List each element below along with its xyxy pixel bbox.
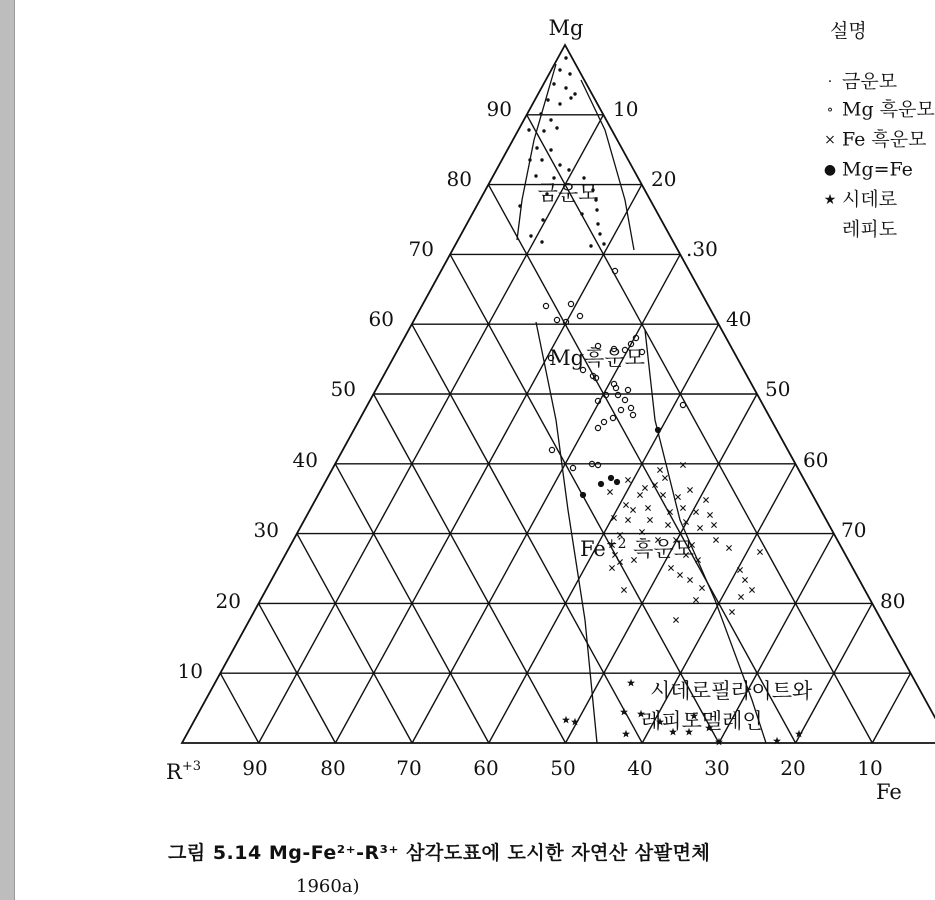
legend-label: Mg=Fe bbox=[842, 158, 913, 181]
phlogopite-point bbox=[564, 56, 567, 59]
fe-biotite-point bbox=[699, 585, 704, 590]
fe-biotite-point bbox=[738, 594, 743, 599]
mg-biotite-point bbox=[680, 402, 685, 407]
fe-biotite-point bbox=[647, 517, 652, 522]
mg-eq-fe-point bbox=[580, 492, 586, 498]
legend-item-mg-eq-fe bbox=[818, 160, 913, 180]
mg-biotite-point bbox=[543, 303, 548, 308]
field-label-siderophyllite: 시데로필라이트와 bbox=[650, 679, 813, 703]
bottom-tick-label: 70 bbox=[396, 756, 422, 780]
figure-caption-continued: 1960a) bbox=[296, 876, 360, 897]
mg-biotite-point bbox=[622, 397, 627, 402]
mg-biotite-point bbox=[625, 387, 630, 392]
phlogopite-point bbox=[567, 168, 570, 171]
grid-line-r3 bbox=[220, 673, 258, 743]
fe-biotite-point bbox=[645, 505, 650, 510]
siderophyllite-point bbox=[622, 730, 630, 738]
bottom-tick-label: 20 bbox=[780, 756, 806, 780]
fe-biotite-point bbox=[742, 577, 747, 582]
phlogopite-point bbox=[568, 72, 571, 75]
left-tick-label: 80 bbox=[446, 167, 472, 191]
phlogopite-point bbox=[546, 98, 549, 101]
right-tick-label: 50 bbox=[765, 377, 791, 401]
right-tick-label: 20 bbox=[651, 167, 677, 191]
fe-biotite-point bbox=[680, 505, 685, 510]
field-label-lepidomelane: 레피도멜레인 bbox=[641, 709, 763, 733]
siderophyllite-point bbox=[627, 679, 635, 687]
apex-label-mg: Mg bbox=[548, 16, 584, 40]
fe-biotite-point bbox=[662, 475, 667, 480]
grid-line-fe bbox=[259, 115, 604, 743]
bottom-tick-label: 60 bbox=[473, 756, 499, 780]
mg-biotite-point bbox=[570, 465, 575, 470]
phlogopite-point bbox=[552, 176, 555, 179]
phlogopite-point bbox=[518, 204, 521, 207]
left-tick-label: 30 bbox=[253, 518, 279, 542]
phlogopite-point bbox=[534, 174, 537, 177]
phlogopite-point bbox=[549, 148, 552, 151]
phlogopite-point bbox=[555, 126, 558, 129]
mg-biotite-point bbox=[577, 313, 582, 318]
phlogopite-point bbox=[540, 240, 543, 243]
legend-item-mg-biotite bbox=[818, 100, 935, 120]
phlogopite-point bbox=[596, 222, 599, 225]
legend-item-siderophyllite bbox=[818, 190, 897, 210]
bottom-tick-label: 50 bbox=[550, 756, 576, 780]
phlogopite-point bbox=[558, 163, 561, 166]
filled-circle-icon: ● bbox=[823, 162, 837, 178]
phlogopite-point bbox=[589, 244, 592, 247]
bottom-tick-label: 30 bbox=[704, 756, 730, 780]
fe-biotite-point bbox=[637, 492, 642, 497]
fe-biotite-point bbox=[693, 597, 698, 602]
fe-biotite-point bbox=[665, 522, 670, 527]
mg-biotite-point bbox=[554, 317, 559, 322]
phlogopite-point bbox=[529, 234, 532, 237]
mg-eq-fe-point bbox=[614, 479, 620, 485]
phlogopite-point bbox=[598, 232, 601, 235]
fe-biotite-point bbox=[625, 477, 630, 482]
phlogopite-point bbox=[527, 128, 530, 131]
bottom-tick-label: 40 bbox=[627, 756, 653, 780]
fe-biotite-point bbox=[623, 502, 628, 507]
phlogopite-point bbox=[535, 146, 538, 149]
mg-biotite-point bbox=[630, 412, 635, 417]
legend-label: 레피도 bbox=[842, 218, 898, 241]
grid-line-fe bbox=[412, 254, 680, 743]
mg-biotite-point bbox=[595, 425, 600, 430]
phlogopite-point bbox=[542, 129, 545, 132]
phlogopite-point bbox=[539, 112, 542, 115]
legend-title: 설명 bbox=[830, 20, 867, 42]
fe-biotite-point bbox=[609, 565, 614, 570]
fe-biotite-point bbox=[757, 549, 762, 554]
phlogopite-point bbox=[595, 208, 598, 211]
phlogopite-point bbox=[564, 86, 567, 89]
phlogopite-point bbox=[558, 102, 561, 105]
phlogopite-point bbox=[549, 118, 552, 121]
phlogopite-point bbox=[582, 176, 585, 179]
left-tick-label: 60 bbox=[368, 307, 394, 331]
mg-eq-fe-point bbox=[655, 427, 661, 433]
cross-icon: × bbox=[824, 132, 836, 148]
fe-biotite-point bbox=[711, 522, 716, 527]
fe-biotite-point bbox=[607, 489, 612, 494]
mg-biotite-point bbox=[549, 447, 554, 452]
field-label-mg-biotite: Mg흑운모 bbox=[549, 346, 645, 370]
fe-biotite-point bbox=[657, 467, 662, 472]
mg-biotite-point bbox=[615, 392, 620, 397]
fe-biotite-point bbox=[668, 565, 673, 570]
legend-label: 시데로 bbox=[842, 188, 898, 211]
legend-label: 금운모 bbox=[842, 70, 898, 93]
phlogopite-point bbox=[558, 68, 561, 71]
legend bbox=[818, 16, 935, 276]
mg-biotite-point bbox=[568, 301, 573, 306]
fe-biotite-point bbox=[726, 545, 731, 550]
mg-eq-fe-point bbox=[608, 475, 614, 481]
field-label-fe-biotite: $Fe^{+2}$ 흑운모 bbox=[580, 536, 695, 561]
fe-biotite-point bbox=[660, 492, 665, 497]
fe-biotite-point bbox=[693, 509, 698, 514]
fe-biotite-point bbox=[697, 525, 702, 530]
legend-label: Fe 흑운모 bbox=[842, 128, 927, 151]
mg-biotite-point bbox=[618, 407, 623, 412]
legend-label: Mg 흑운모 bbox=[842, 98, 935, 121]
mg-biotite-point bbox=[601, 419, 606, 424]
fe-biotite-point bbox=[642, 485, 647, 490]
fe-biotite-point bbox=[749, 587, 754, 592]
right-tick-label: 80 bbox=[880, 589, 906, 613]
right-tick-label: .30 bbox=[686, 237, 718, 261]
phlogopite-point bbox=[573, 92, 576, 95]
mg-eq-fe-point bbox=[598, 481, 604, 487]
left-tick-label: 40 bbox=[292, 448, 318, 472]
grid-line-fe bbox=[872, 673, 910, 743]
right-tick-label: 70 bbox=[841, 518, 867, 542]
apex-label-r3: $R^{+3}$ bbox=[166, 759, 201, 784]
left-tick-label: 70 bbox=[408, 237, 434, 261]
phlogopite-point bbox=[540, 158, 543, 161]
fe-biotite-point bbox=[625, 517, 630, 522]
phlogopite-point bbox=[580, 212, 583, 215]
fe-biotite-point bbox=[713, 537, 718, 542]
legend-item-phlogopite bbox=[818, 72, 897, 92]
fe-biotite-point bbox=[687, 487, 692, 492]
bottom-tick-label: 90 bbox=[242, 756, 268, 780]
legend-item-fe-biotite bbox=[818, 130, 927, 150]
star-icon: ★ bbox=[823, 192, 837, 208]
mg-biotite-point bbox=[628, 405, 633, 410]
left-tick-label: 10 bbox=[177, 659, 203, 683]
bottom-tick-label: 80 bbox=[320, 756, 346, 780]
mg-biotite-point bbox=[610, 415, 615, 420]
boundary-phlogopite-left bbox=[517, 64, 556, 240]
phlogopite-point bbox=[569, 96, 572, 99]
small-dot-icon: · bbox=[827, 74, 833, 90]
fe-biotite-point bbox=[677, 572, 682, 577]
phlogopite-point bbox=[552, 82, 555, 85]
grid-line-r3 bbox=[374, 394, 566, 743]
fe-biotite-point bbox=[687, 577, 692, 582]
fe-biotite-point bbox=[729, 609, 734, 614]
fe-biotite-point bbox=[737, 567, 742, 572]
boundary-biotite-left bbox=[536, 322, 597, 743]
left-tick-label: 50 bbox=[330, 377, 356, 401]
grid-line-r3 bbox=[450, 254, 719, 743]
field-label-phlogopite: 금운모 bbox=[537, 181, 599, 205]
fe-biotite-point bbox=[621, 587, 626, 592]
left-tick-label: 90 bbox=[486, 97, 512, 121]
phlogopite-point bbox=[602, 242, 605, 245]
right-tick-label: 40 bbox=[726, 307, 752, 331]
left-tick-label: 20 bbox=[215, 589, 241, 613]
fe-biotite-point bbox=[675, 494, 680, 499]
fe-biotite-point bbox=[703, 497, 708, 502]
fe-biotite-point bbox=[707, 512, 712, 517]
figure-caption: 그림 5.14 Mg-Fe²⁺-R³⁺ 삼각도표에 도시한 자연산 삼팔면체 bbox=[168, 842, 711, 864]
right-tick-label: 60 bbox=[803, 448, 829, 472]
grid-line-r3 bbox=[297, 534, 412, 743]
phlogopite-point bbox=[541, 218, 544, 221]
siderophyllite-point bbox=[562, 716, 570, 724]
legend-item-lepidomelane bbox=[818, 220, 897, 240]
right-tick-label: 10 bbox=[613, 97, 639, 121]
phlogopite-point bbox=[528, 158, 531, 161]
bottom-tick-label: 10 bbox=[857, 756, 883, 780]
open-circle-icon: ∘ bbox=[826, 102, 834, 118]
fe-biotite-point bbox=[630, 507, 635, 512]
fe-biotite-point bbox=[673, 617, 678, 622]
apex-label-fe: Fe bbox=[876, 780, 902, 804]
